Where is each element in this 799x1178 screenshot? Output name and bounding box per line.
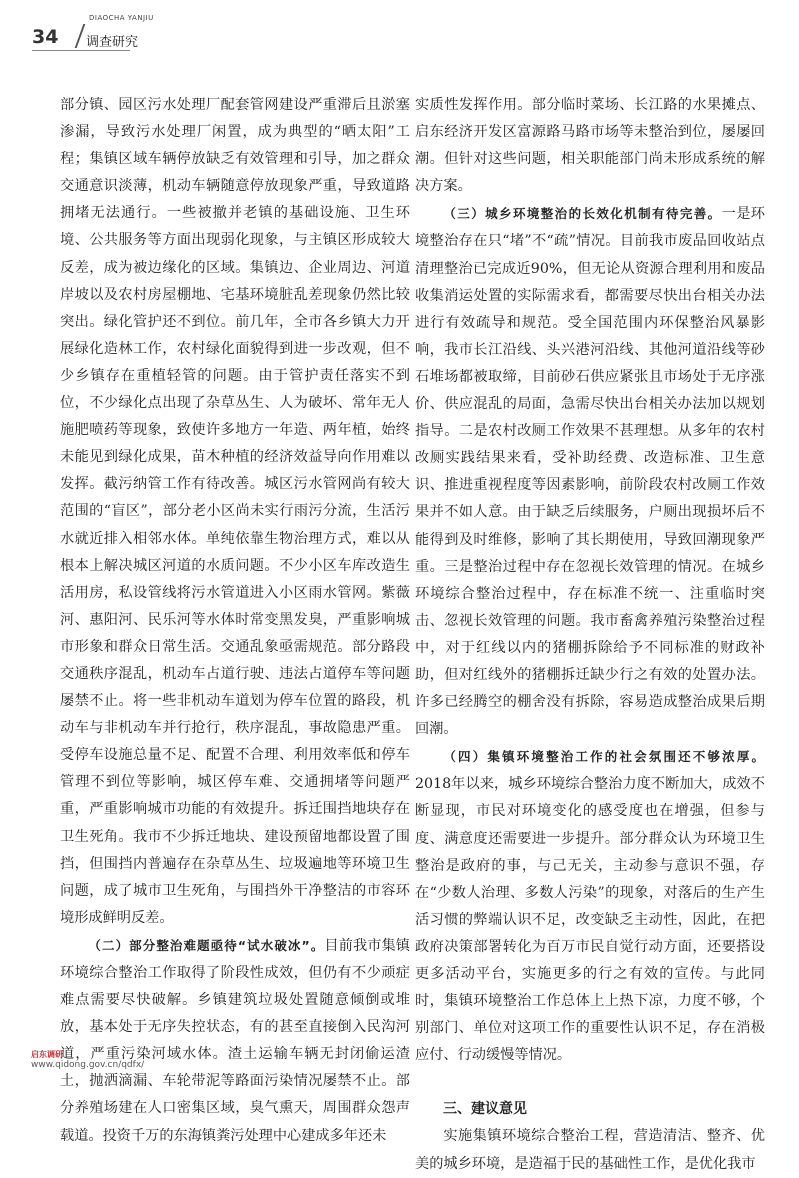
subsection-heading-2: （二）部分整治难题亟待“试水破冰”。 <box>88 937 325 953</box>
header-slash-divider <box>75 24 86 48</box>
left-paragraph-1: 部分镇、园区污水处理厂配套管网建设严重滞后且淤塞渗漏，导致污水处理厂闲置，成为典型的“晒太阳”工程；集镇区域车辆停放缺乏有效管理和引导，加之群众交通意识淡薄，机动车辆随意停放现象严重，导致道路拥堵无法通行。一些被撤并老镇的基础设施、卫生环境、公共服务等方面出现弱化现象，与主镇区形成较大反差，成为被边缘化的区域。集镇边、企业周边、河道岸坡以及农村房屋棚地、宅基环境脏乱差现象仍然比较突出。绿化管护还不到位。前几年，全市各乡镇大力开展绿化造林工作，农村绿化面貌得到进一步改观，但不少乡镇存在重植轻管的问题。由于管护责任落实不到位，不少绿化点出现了杂草丛生、人为破坏、常年无人施肥喷药等现象，致使许多地方一年造、两年植，始终未能见到绿化成果，苗木种植的经济效益导向作用难以发挥。截污纳管工作有待改善。城区污水管网尚有较大范围的“盲区”，部分老小区尚未实行雨污分流，生活污水就近排入相邻水体。单纯依靠生物治理方式，难以从根本上解决城区河道的水质问题。不少小区车库改造生活用房，私设管线将污水管道进入小区雨水管网。紫薇河、惠阳河、民乐河等水体时常变黑发臭，严重影响城市形象和群众日常生活。交通乱象亟需规范。部分路段交通秩序混乱，机动车占道行驶、违法占道停车等问题屡禁不止。将一些非机动车道划为停车位置的路段，机动车与非机动车并行抢行，秩序混乱，事故隐患严重。受停车设施总量不足、配置不合理、利用效率低和停车管理不到位等影响，城区停车难、交通拥堵等问题严重，严重影响城市功能的有效提升。拆迁围挡地块存在卫生死角。我市不少拆迁地块、建设预留地都设置了围挡，但围挡内普遍存在杂草丛生、垃圾遍地等环境卫生问题，成了城市卫生死角，与围挡外干净整洁的市容环境形成鲜明反差。 <box>60 97 410 926</box>
header-rule <box>32 50 130 51</box>
magazine-name: 调查研究 <box>86 35 139 50</box>
footer-logo: 启东调研 <box>31 1050 63 1059</box>
left-paragraph-2 <box>60 932 410 1150</box>
right-paragraph-3-body: 2018年以来，城乡环境综合整治力度不断加大，成效不断显现，市民对环境变化的感受度也在增强，但参与度、满意度还需要进一步提升。部分群众认为环境卫生整治是政府的事，与己无关，主动参与意识不强，存在“少数人治理、多数人污染”的现象，对落后的生产生活习惯的弊端认识不足，改变缺乏主动性，因此，在把政府决策部署转化为百万市民自觉行动方面，还要搭设更多活动平台，实施更多的行之有效的宣传。与此同时，集镇环境整治工作总体上上热下凉，力度不够，个别部门、单位对这项工作的重要性认识不足，存在消极应付、行动缓慢等情况。 <box>415 776 765 1064</box>
page-number: 34 <box>32 26 59 48</box>
magazine-pinyin: DIAOCHA YANJIU <box>89 14 154 22</box>
right-column <box>415 92 765 1178</box>
right-paragraph-4: 实施集镇环境综合整治工程，营造清洁、整齐、优美的城乡环境，是造福于民的基础性工作，是优化我市 <box>415 1128 765 1172</box>
right-paragraph-3 <box>415 743 765 1069</box>
right-paragraph-2-body: 一是环境整治存在只“堵”不“疏”情况。目前我市废品回收站点清理整治已完成近90%，但无论从资源合理利用和废品收集消运处置的实际需求看，都需要尽快出台相关办法进行有效疏导和规范。受全国范围内环保整治风暴影响，我市长江沿线、头兴港河沿线、其他河道沿线等砂石堆场都被取缔，目前砂石供应紧张且市场处于无序涨价、供应混乱的局面，急需尽快出台相关办法加以规划指导。二是农村改厕工作效果不甚理想。从多年的农村改厕实践结果来看，受补助经费、改造标准、卫生意识、推进重视程度等因素影响，前阶段农村改厕工作效果并不如人意。由于缺乏后续服务，户厕出现损坏后不能得到及时维修，影响了其长期使用，导致回潮现象严重。三是整治过程中存在忽视长效管理的情况。在城乡环境综合整治过程中，存在标准不统一、注重临时突击、忽视长效管理的问题。我市畜禽养殖污染整治过程中，对于红线以内的猪棚拆除给予不同标准的财政补助，但对红线外的猪棚拆迁缺少行之有效的处置办法。许多已经腾空的棚舍没有拆除，容易造成整治成果后期回潮。 <box>415 206 765 738</box>
right-paragraph-1: 实质性发挥作用。部分临时菜场、长江路的水果摊点、启东经济开发区富源路马路市场等未整治到位，屡屡回潮。但针对这些问题，相关职能部门尚未形成系统的解决方案。 <box>415 97 765 195</box>
subsection-heading-4: （四）集镇环境整治工作的社会氛围还不够浓厚。 <box>443 749 765 765</box>
right-paragraph-2 <box>415 200 765 743</box>
left-column <box>60 92 410 1150</box>
footer-url[interactable]: www.qidong.gov.cn/qdfx/ <box>31 1060 145 1070</box>
left-paragraph-2-body: 目前我市集镇环境综合整治工作取得了阶段性成效，但仍有不少顽症难点需要尽快破解。乡镇建筑垃圾处置随意倾倒或堆放，基本处于无序失控状态，有的甚至直接倒入民沟河道，严重污染河域水体。渣土运输车辆无封闭偷运渣土，抛洒滴漏、车轮带泥等路面污染情况屡禁不止。部分养殖场建在人口密集区域，臭气熏天，周围群众怨声载道。投资千万的东海镇粪污处理中心建成多年还未 <box>60 937 410 1144</box>
page-header <box>0 0 799 60</box>
subsection-heading-3: （三）城乡环境整治的长效化机制有待完善。 <box>443 206 722 222</box>
section-title: 三、建议意见 <box>443 1101 527 1118</box>
